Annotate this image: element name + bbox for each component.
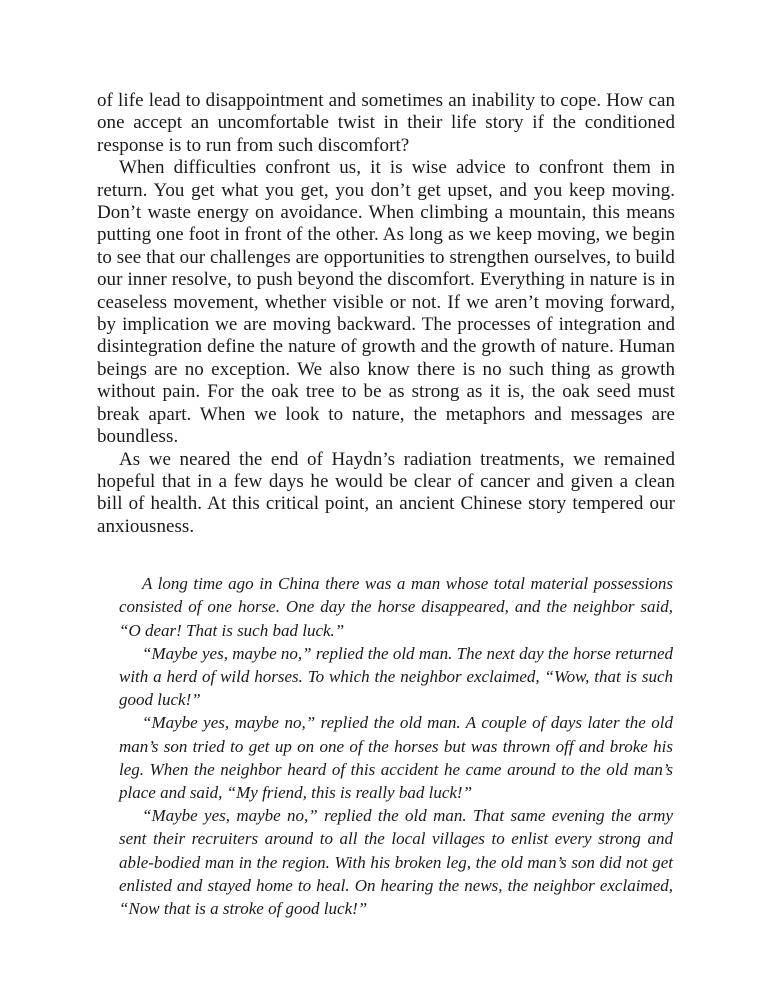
paragraph-radiation: As we neared the end of Haydn’s radiation treatments, we remained hopeful that in a few days he would be clear of cancer and given a clean bill of health. At this critical point, an ancient Chinese story tempered our anxiousness. bbox=[97, 448, 675, 537]
story-paragraph-2: “Maybe yes, maybe no,” replied the old man. The next day the horse returned with a herd of wild horses. To which the neighbor exclaimed, “Wow, that is such good luck!” bbox=[119, 643, 673, 710]
story-paragraph-3: “Maybe yes, maybe no,” replied the old man. A couple of days later the old man’s son tried to get up on one of the horses but was thrown off and broke his leg. When the neighbor heard of this accident he came around to the old man’s place and said, “My friend, this is really bad luck!” bbox=[119, 713, 673, 802]
paragraph-continuation: of life lead to disappointment and sometimes an inability to cope. How can one accept an uncomfortable twist in their life story if the conditioned response is to run from such discomfort? bbox=[97, 90, 675, 156]
chinese-story-excerpt bbox=[97, 572, 675, 920]
story-paragraph-4: “Maybe yes, maybe no,” replied the old man. That same evening the army sent their recruiters around to all the local villages to enlist every strong and able-bodied man in the region. With his broken leg, the old man’s son did not get enlisted and stayed home to heal. On hearing the news, the neighbor exclaimed, “Now that is a stroke of good luck!” bbox=[119, 806, 673, 918]
book-page bbox=[97, 90, 675, 920]
body-text bbox=[97, 90, 675, 538]
paragraph-difficulties: When difficulties confront us, it is wise advice to confront them in return. You get what you get, you don’t get upset, and you keep moving. Don’t waste energy on avoidance. When climbing a mountain, this means putting one foot in front of the other. As long as we keep moving, we begin to see that our challenges are opportunities to strengthen ourselves, to build our inner resolve, to push beyond the discomfort. Everything in nature is in ceaseless movement, whether visible or not. If we aren’t moving forward, by implication we are moving backward. The processes of integration and disintegration define the nature of growth and the growth of nature. Human beings are no exception. We also know there is no such thing as growth without pain. For the oak tree to be as strong as it is, the oak seed must break apart. When we look to nature, the metaphors and messages are boundless. bbox=[97, 157, 675, 448]
story-paragraph-1: A long time ago in China there was a man whose total material possessions consisted of one horse. One day the horse disappeared, and the neighbor said, “O dear! That is such bad luck.” bbox=[119, 574, 673, 640]
